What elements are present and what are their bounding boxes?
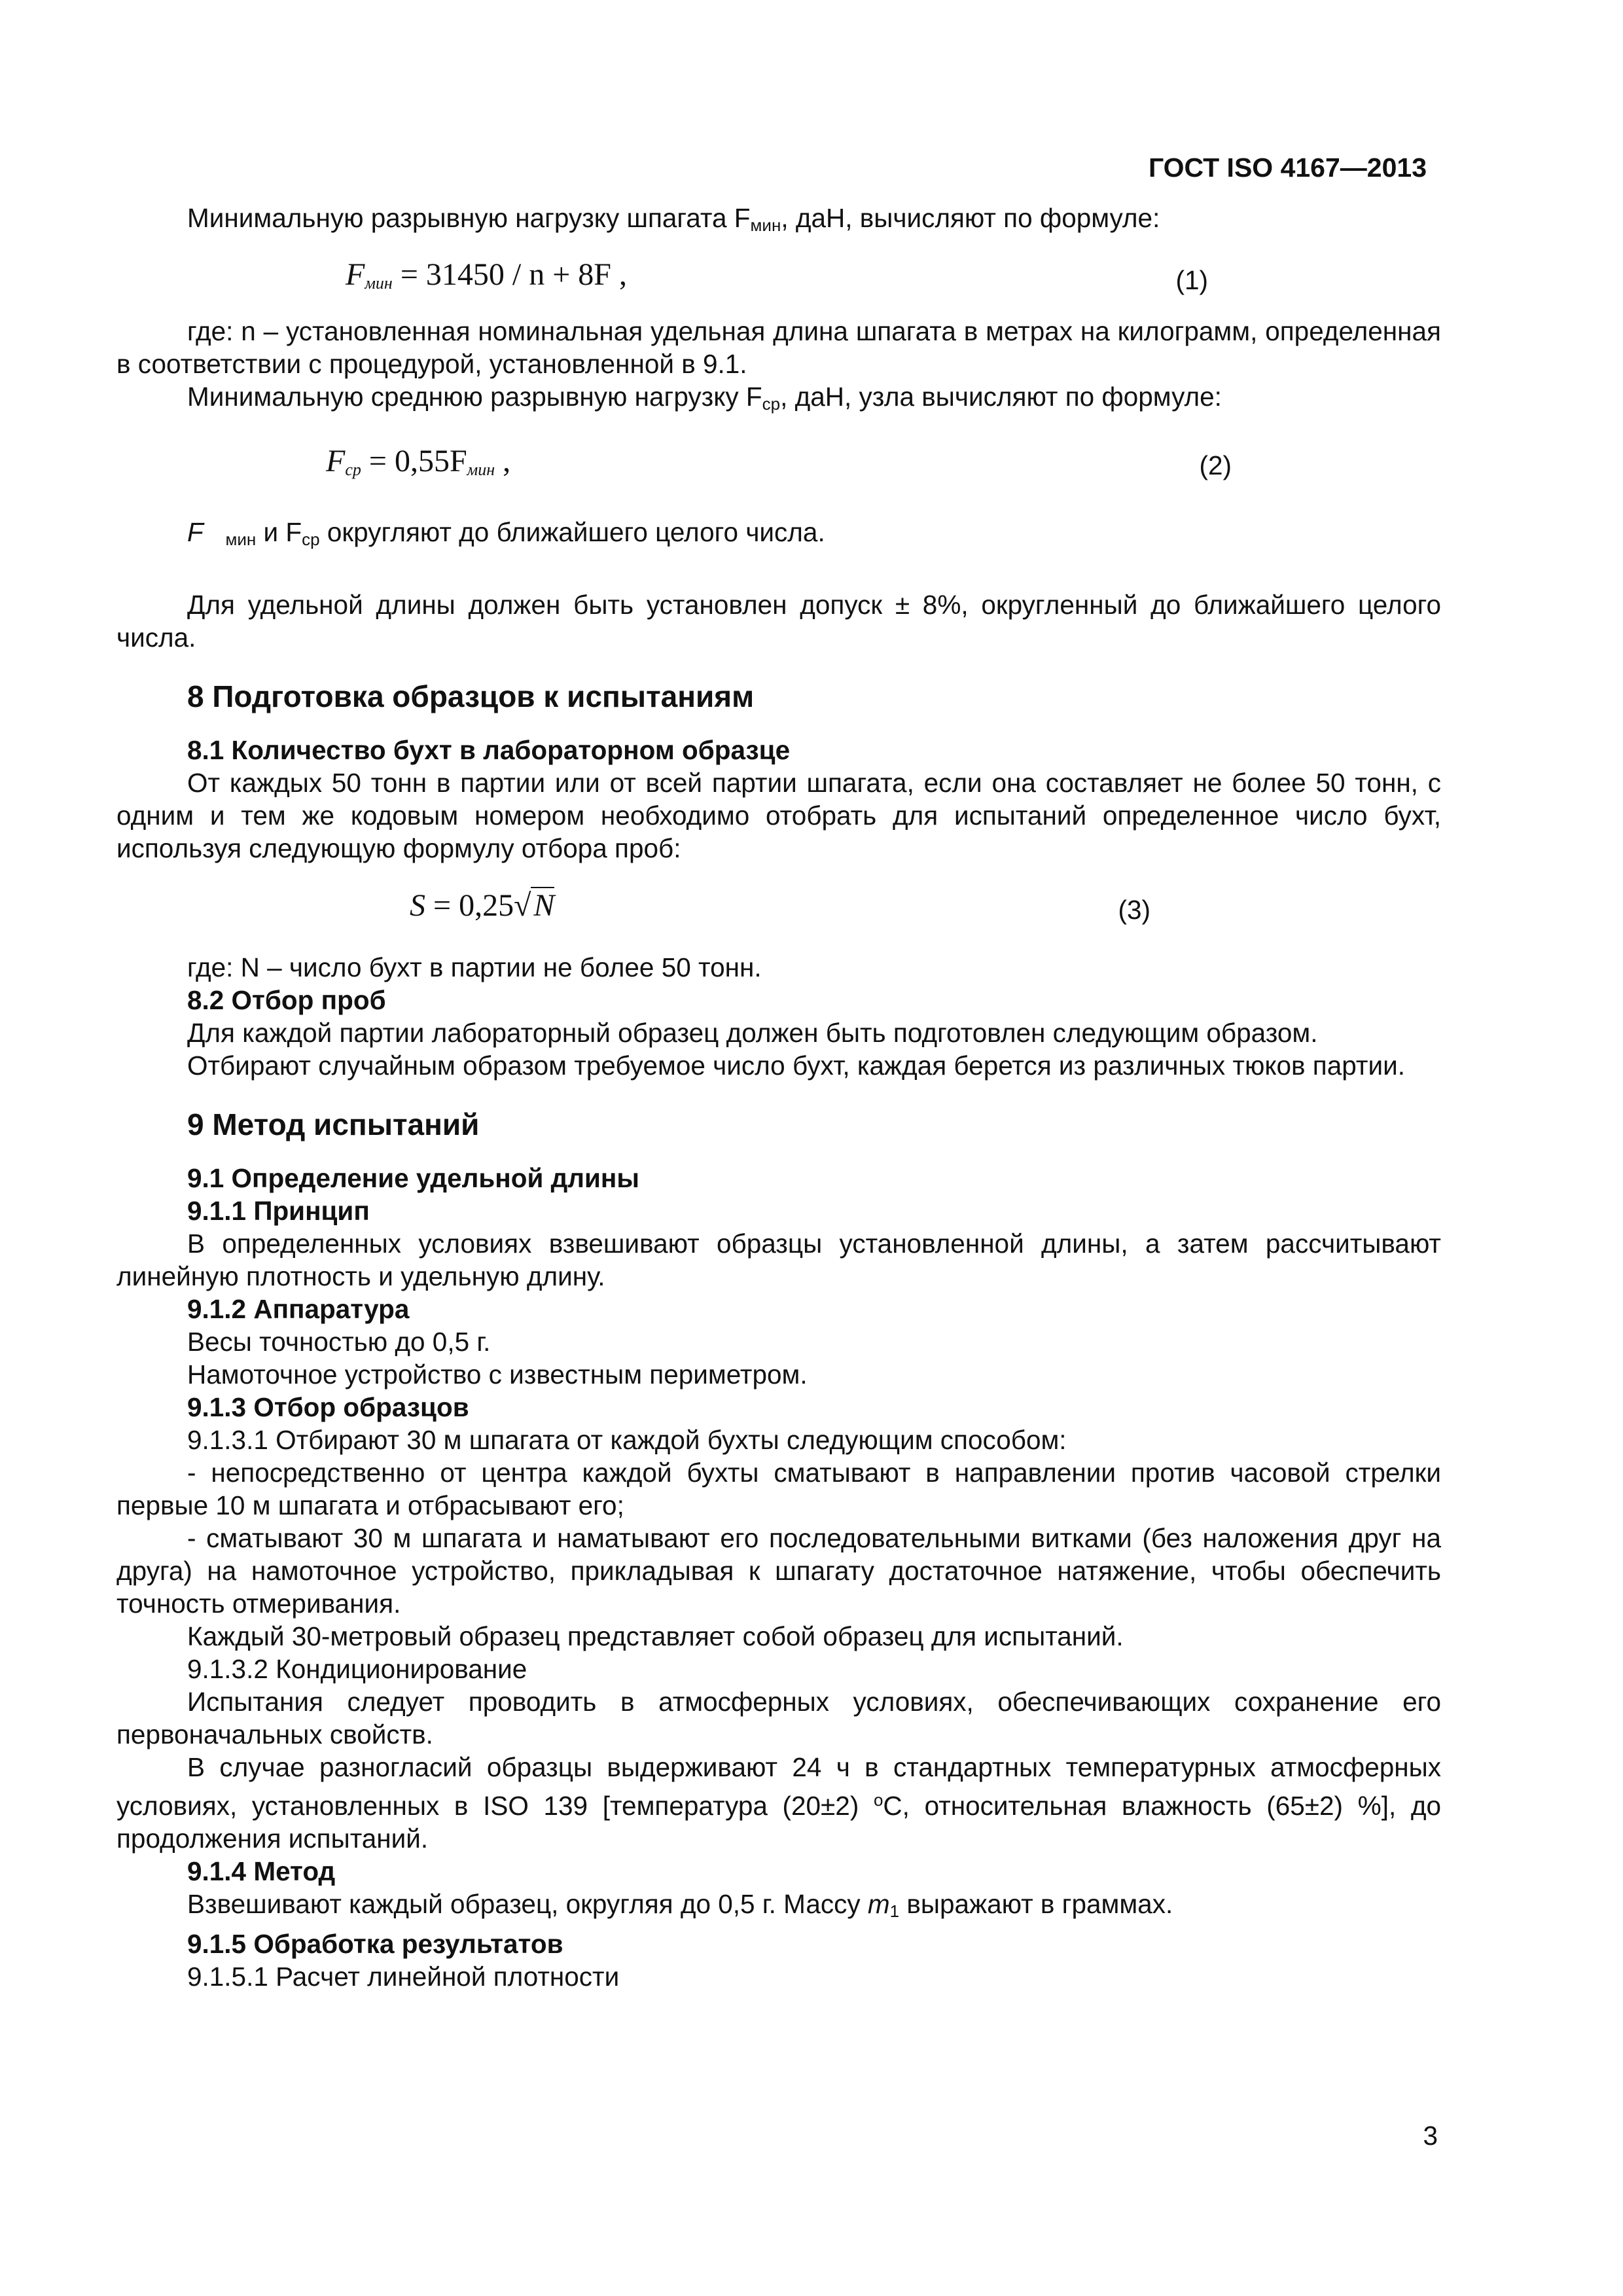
section-9-1-3-1-end: Каждый 30-метровый образец представляет собой образец для испытаний.: [187, 1621, 1124, 1651]
section-9-1-3-2-p1: Испытания следует проводить в атмосферных условиях, обеспечивающих сохранение его первоначальных свойств.: [116, 1687, 1441, 1749]
section-9-1-1-text: В определенных условиях взвешивают образцы установленной длины, а затем рассчитывают линейную плотность и удельную длину.: [116, 1229, 1441, 1291]
section-9-1-1-heading: 9.1.1 Принцип: [187, 1196, 370, 1226]
section-9-1-heading: 9.1 Определение удельной длины: [187, 1163, 639, 1193]
section-8-heading: 8 Подготовка образцов к испытаниям: [187, 679, 755, 713]
section-9-1-2-heading: 9.1.2 Аппаратура: [187, 1294, 410, 1324]
formula-2-number: (2): [1199, 450, 1232, 480]
section-8-2-heading: 8.2 Отбор проб: [187, 985, 386, 1015]
section-9-1-4-text: Взвешивают каждый образец, округляя до 0,5 г. Массу $m_1$ выражают в граммах.: [187, 1889, 1173, 1921]
section-8-1-heading: 8.1 Количество бухт в лабораторном образце: [187, 735, 791, 765]
section-9-1-3-1-dash-2: - сматывают 30 м шпагата и наматывают его последовательными витками (без наложения друг на друга) на намоточное устройство, прикладывая к шпагату достаточное натяжение, чтобы обеспечить точность отмеривания.: [116, 1523, 1441, 1619]
formula-1-number: (1): [1175, 265, 1208, 295]
page-body: [116, 202, 1441, 1993]
section-9-1-3-1: 9.1.3.1 Отбирают 30 м шпагата от каждой бухты следующим способом:: [187, 1425, 1067, 1455]
section-9-1-3-2: 9.1.3.2 Кондиционирование: [187, 1654, 527, 1684]
mean-load-paragraph: Минимальную среднюю разрывную нагрузку $F_{ср}$, даН, узла вычисляют по формуле:: [187, 382, 1222, 414]
section-9-heading: 9 Метод испытаний: [187, 1107, 480, 1141]
section-9-1-5-heading: 9.1.5 Обработка результатов: [187, 1929, 563, 1959]
section-8-1-text: От каждых 50 тонн в партии или от всей партии шпагата, если она составляет не более 50 тонн, с одним и тем же кодовым номером необходимо отобрать для испытаний определенное число бухт, используя следующую формулу отбора проб:: [116, 768, 1441, 863]
section-8-2-p2: Отбирают случайным образом требуемое число бухт, каждая берется из различных тюков партии.: [187, 1050, 1405, 1081]
intro-paragraph: Минимальную разрывную нагрузку шпагата $F_{мин}$, даН, вычисляют по формуле:: [187, 203, 1160, 235]
formula-1: $F_{мин} = 31450 / n + 8F$ , (1): [346, 257, 1208, 295]
section-9-1-3-2-p2: В случае разногласий образцы выдерживают 24 ч в стандартных температурных атмосферных условиях, установленных в ISO 139 [температура (20±2) $^o$С, относительная влажность (65±2) %], до продолжения испытаний.: [116, 1752, 1441, 1854]
formula-2: $F_{ср} = 0,55F_{мин}$ , (2): [326, 444, 1232, 480]
rounding-paragraph: F $_{мин}$ и $F_{ср}$ округляют до ближайшего целого числа.: [187, 517, 825, 549]
document-header: ГОСТ ISO 4167—2013: [1148, 152, 1427, 183]
where-n-paragraph: где: n – установленная номинальная удельная длина шпагата в метрах на килограмм, определенная в соответствии с процедурой, установленной в 9.1.: [116, 316, 1441, 379]
section-9-1-2-line-2: Намоточное устройство с известным периметром.: [187, 1359, 808, 1390]
formula-3: S = 0,25√N (3): [410, 888, 1150, 925]
section-9-1-3-1-dash-1: - непосредственно от центра каждой бухты сматывают в направлении против часовой стрелки первые 10 м шпагата и отбрасывают его;: [116, 1458, 1441, 1520]
where-N-paragraph: где: N – число бухт в партии не более 50 тонн.: [187, 952, 762, 982]
section-9-1-2-line-1: Весы точностью до 0,5 г.: [187, 1327, 491, 1357]
page-number: 3: [1423, 2121, 1438, 2151]
tolerance-paragraph: Для удельной длины должен быть установлен допуск ± 8%, округленный до ближайшего целого числа.: [116, 590, 1441, 653]
section-9-1-4-heading: 9.1.4 Метод: [187, 1856, 336, 1886]
formula-3-number: (3): [1118, 895, 1150, 925]
section-9-1-5-1: 9.1.5.1 Расчет линейной плотности: [187, 1962, 620, 1992]
section-8-2-p1: Для каждой партии лабораторный образец должен быть подготовлен следующим образом.: [187, 1018, 1318, 1048]
section-9-1-3-heading: 9.1.3 Отбор образцов: [187, 1392, 469, 1422]
